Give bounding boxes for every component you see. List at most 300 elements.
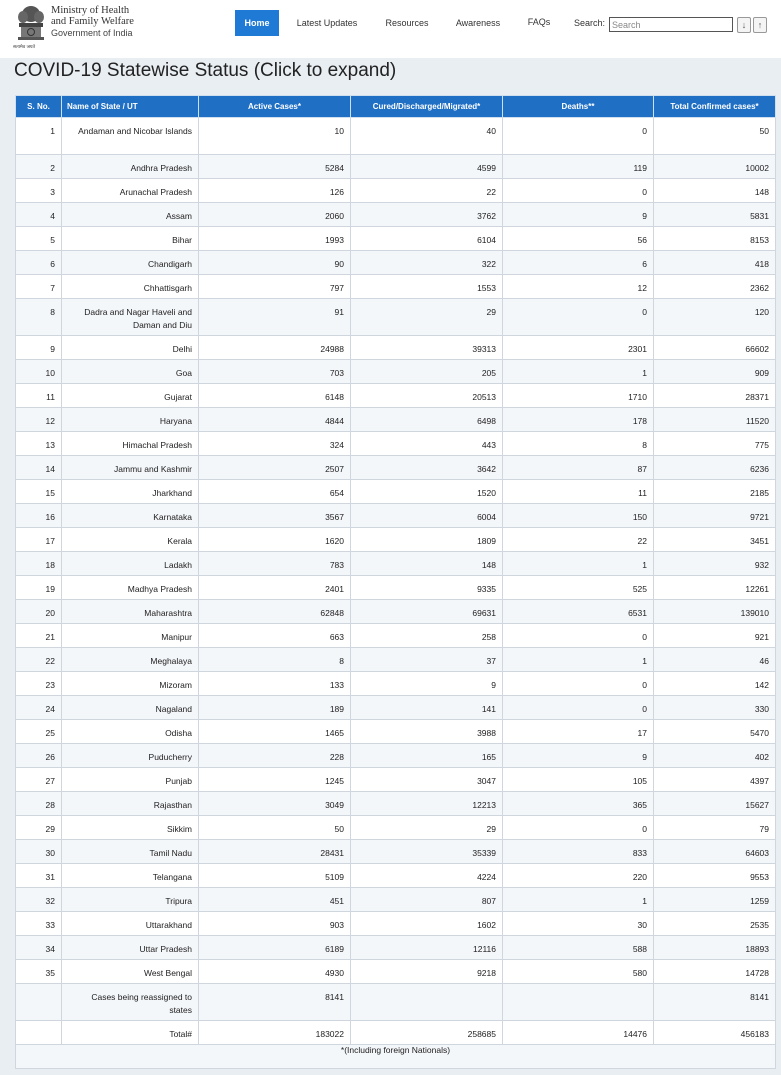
cell-sno-text: 29: [45, 824, 55, 834]
table-row[interactable]: [16, 864, 776, 888]
cell-deaths-text: 9: [642, 752, 647, 762]
cell-confirmed: [654, 275, 776, 299]
cell-active-text: 8: [339, 656, 344, 666]
cell-state: [62, 960, 199, 984]
cell-deaths-text: 0: [642, 824, 647, 834]
cell-cured-text: 37: [486, 656, 496, 666]
cell-confirmed: [654, 912, 776, 936]
cell-confirmed: [654, 768, 776, 792]
cell-sno-text: 23: [45, 680, 55, 690]
table-row[interactable]: [16, 408, 776, 432]
cell-deaths-text: 8: [642, 440, 647, 450]
cell-active-text: 50: [334, 824, 344, 834]
cell-sno: [16, 696, 62, 720]
cell-active-text: 1993: [325, 235, 344, 245]
cell-sno: [16, 888, 62, 912]
cell-confirmed: [654, 624, 776, 648]
cell-cured-text: 3047: [477, 776, 496, 786]
cell-active-text: 133: [329, 680, 344, 690]
cell-active: [199, 336, 351, 360]
cell-cured: [351, 155, 503, 179]
header-sno[interactable]: S. No.: [16, 96, 62, 118]
cell-active-text: 2060: [325, 211, 344, 221]
cell-deaths: [503, 888, 654, 912]
cell-deaths-text: 30: [637, 920, 647, 930]
cell-cured-text: 29: [486, 824, 496, 834]
cell-sno: [16, 672, 62, 696]
table-row[interactable]: [16, 744, 776, 768]
header-active[interactable]: Active Cases*: [199, 96, 351, 118]
cell-sno-text: 9: [50, 344, 55, 354]
cell-sno: [16, 864, 62, 888]
cell-state-text: Haryana: [159, 416, 192, 426]
cell-cured-text: 807: [481, 896, 496, 906]
cell-active: [199, 576, 351, 600]
cell-cured: [351, 840, 503, 864]
cell-deaths-text: 105: [632, 776, 647, 786]
cell-state-text: Uttarakhand: [145, 920, 192, 930]
cell-active-text: 6189: [325, 944, 344, 954]
cell-sno: [16, 384, 62, 408]
cell-cured: [351, 456, 503, 480]
cell-state: [62, 552, 199, 576]
cell-cured-text: 165: [481, 752, 496, 762]
cell-cured: [351, 299, 503, 336]
cell-sno: [16, 768, 62, 792]
cell-active: [199, 840, 351, 864]
cell-active-text: 903: [329, 920, 344, 930]
cell-cured: [351, 179, 503, 203]
cell-sno-text: 31: [45, 872, 55, 882]
cell-confirmed-text: 64603: [745, 848, 769, 858]
cell-sno: [16, 624, 62, 648]
cell-state-text: Goa: [175, 368, 192, 378]
cell-sno: [16, 936, 62, 960]
cell-state-text: Mizoram: [159, 680, 192, 690]
cell-sno: [16, 744, 62, 768]
brand-line-3: Government of India: [51, 28, 133, 38]
cell-sno: [16, 275, 62, 299]
cell-state: [62, 744, 199, 768]
table-row[interactable]: [16, 179, 776, 203]
cell-confirmed-text: 66602: [745, 344, 769, 354]
cell-cured: [351, 528, 503, 552]
cell-confirmed-text: 418: [754, 259, 769, 269]
cell-state-text: Meghalaya: [150, 656, 192, 666]
cell-deaths-text: 178: [632, 416, 647, 426]
cell-cured-text: 1553: [477, 283, 496, 293]
cell-state: [62, 155, 199, 179]
cell-confirmed-text: 2185: [750, 488, 769, 498]
header-confirmed[interactable]: Total Confirmed cases*: [654, 96, 776, 118]
arrow-up-icon: ↑: [757, 20, 763, 30]
cell-sno-text: 11: [46, 392, 55, 402]
cell-sno-text: 7: [50, 283, 55, 293]
table-row[interactable]: [16, 720, 776, 744]
cell-sno-text: 33: [45, 920, 55, 930]
cell-confirmed-text: 3451: [750, 536, 769, 546]
cell-state-text: Assam: [166, 211, 192, 221]
cell-active: [199, 299, 351, 336]
cell-deaths: [503, 203, 654, 227]
cell-state: [62, 600, 199, 624]
cell-deaths-text: 588: [632, 944, 647, 954]
cell-sno-text: 20: [45, 608, 55, 618]
cell-deaths: [503, 648, 654, 672]
cell-deaths: [503, 504, 654, 528]
table-row[interactable]: [16, 936, 776, 960]
cell-sno: [16, 960, 62, 984]
table-row[interactable]: [16, 576, 776, 600]
cell-confirmed: [654, 552, 776, 576]
cell-state-text: Odisha: [165, 728, 192, 738]
table-row[interactable]: [16, 299, 776, 336]
cell-active: [199, 227, 351, 251]
cell-deaths-text: [509, 984, 647, 991]
cell-deaths: [503, 251, 654, 275]
cell-confirmed-text: 12261: [745, 584, 769, 594]
table-header-row: [16, 96, 776, 118]
cell-sno: [16, 456, 62, 480]
cell-confirmed-text: 148: [754, 187, 769, 197]
cell-cured-text: 12213: [472, 800, 496, 810]
table-row[interactable]: [16, 816, 776, 840]
cell-cured: [351, 203, 503, 227]
cell-cured-text: 258685: [467, 1029, 496, 1039]
cell-deaths: [503, 179, 654, 203]
cell-confirmed-text: 46: [759, 656, 769, 666]
cell-sno: [16, 155, 62, 179]
cell-state-text: West Bengal: [143, 968, 192, 978]
site-header: [0, 0, 781, 58]
table-row[interactable]: [16, 480, 776, 504]
cell-sno: [16, 528, 62, 552]
cell-sno-text: 13: [45, 440, 55, 450]
nav-home[interactable]: Home: [235, 10, 279, 36]
table-row[interactable]: [16, 648, 776, 672]
emblem-motto: सत्यमेव जयते: [13, 45, 36, 50]
cell-active-text: 1465: [325, 728, 344, 738]
cell-state: [62, 624, 199, 648]
table-row[interactable]: [16, 456, 776, 480]
cell-confirmed-text: 9553: [750, 872, 769, 882]
cell-active: [199, 768, 351, 792]
cell-deaths: [503, 275, 654, 299]
table-footnote: *(Including foreign Nationals): [16, 1045, 776, 1069]
cell-active: [199, 696, 351, 720]
cell-active: [199, 792, 351, 816]
cell-cured: [351, 672, 503, 696]
cell-state-text: Karnataka: [153, 512, 192, 522]
cell-active: [199, 251, 351, 275]
cell-active: [199, 960, 351, 984]
cell-confirmed-text: 932: [754, 560, 769, 570]
table-row[interactable]: [16, 251, 776, 275]
table-row[interactable]: [16, 336, 776, 360]
cell-confirmed: [654, 696, 776, 720]
table-row[interactable]: [16, 275, 776, 299]
cell-sno-text: [22, 984, 55, 991]
cell-state: [62, 912, 199, 936]
cell-state: [62, 1021, 199, 1045]
table-row[interactable]: [16, 624, 776, 648]
cell-sno: [16, 432, 62, 456]
scroll-down-button[interactable]: [737, 17, 751, 33]
cell-cured-text: 3988: [477, 728, 496, 738]
cell-state-text: Tripura: [165, 896, 192, 906]
cell-active: [199, 360, 351, 384]
cell-cured-text: [357, 984, 496, 991]
cell-active: [199, 936, 351, 960]
cell-state-text: Cases being reassigned to states: [91, 992, 192, 1015]
cell-cured-text: 6004: [477, 512, 496, 522]
scroll-up-button[interactable]: [753, 17, 767, 33]
cell-active: [199, 1021, 351, 1045]
table-row[interactable]: [16, 912, 776, 936]
cell-state-text: Chhattisgarh: [143, 283, 192, 293]
cell-cured: [351, 1021, 503, 1045]
cell-active: [199, 552, 351, 576]
cell-cured: [351, 336, 503, 360]
cell-confirmed: [654, 456, 776, 480]
cell-confirmed-text: 8153: [750, 235, 769, 245]
cell-confirmed-text: 18893: [745, 944, 769, 954]
table-row[interactable]: [16, 984, 776, 1021]
cell-cured: [351, 888, 503, 912]
cell-cured: [351, 744, 503, 768]
cell-deaths: [503, 600, 654, 624]
cell-confirmed-text: 28371: [745, 392, 769, 402]
cell-state: [62, 432, 199, 456]
cell-active-text: 228: [329, 752, 344, 762]
cell-sno-text: 30: [45, 848, 55, 858]
cell-sno-text: 2: [50, 163, 55, 173]
cell-state: [62, 299, 199, 336]
page-title[interactable]: COVID-19 Statewise Status (Click to expand): [14, 60, 397, 81]
cell-state: [62, 251, 199, 275]
cell-cured-text: 39313: [472, 344, 496, 354]
table-row[interactable]: [16, 227, 776, 251]
cell-cured-text: 148: [481, 560, 496, 570]
cell-cured: [351, 864, 503, 888]
cell-active-text: 4844: [325, 416, 344, 426]
cell-active-text: 2401: [325, 584, 344, 594]
cell-sno: [16, 480, 62, 504]
header-cured[interactable]: Cured/Discharged/Migrated*: [351, 96, 503, 118]
cell-confirmed: [654, 179, 776, 203]
table-row[interactable]: [16, 768, 776, 792]
cell-sno: [16, 360, 62, 384]
table-row[interactable]: [16, 203, 776, 227]
table-row[interactable]: [16, 672, 776, 696]
cell-state: [62, 227, 199, 251]
cell-deaths: [503, 552, 654, 576]
cell-active-text: 62848: [320, 608, 344, 618]
cell-cured: [351, 504, 503, 528]
cell-active-text: 28431: [320, 848, 344, 858]
table-row[interactable]: [16, 432, 776, 456]
cell-state: [62, 984, 199, 1021]
cell-state-text: Jharkhand: [152, 488, 192, 498]
cell-confirmed-text: 5831: [750, 211, 769, 221]
cell-confirmed: [654, 576, 776, 600]
cell-state: [62, 528, 199, 552]
cell-deaths-text: 833: [632, 848, 647, 858]
cell-confirmed: [654, 600, 776, 624]
table-row[interactable]: [16, 118, 776, 155]
cell-cured: [351, 275, 503, 299]
cell-confirmed: [654, 203, 776, 227]
header-deaths[interactable]: Deaths**: [503, 96, 654, 118]
table-row[interactable]: [16, 1021, 776, 1045]
cell-confirmed-text: 10002: [745, 163, 769, 173]
cell-state-text: Madhya Pradesh: [127, 584, 192, 594]
cell-confirmed-text: 2535: [750, 920, 769, 930]
cell-confirmed: [654, 984, 776, 1021]
table-row[interactable]: [16, 360, 776, 384]
cell-sno-text: 35: [45, 968, 55, 978]
cell-deaths: [503, 408, 654, 432]
nav-latest-updates[interactable]: Latest Updates: [296, 18, 358, 28]
cell-sno-text: 24: [45, 704, 55, 714]
header-state[interactable]: Name of State / UT: [62, 96, 199, 118]
cell-sno: [16, 576, 62, 600]
cell-deaths-text: 0: [642, 126, 647, 136]
table-row[interactable]: [16, 792, 776, 816]
cell-confirmed: [654, 648, 776, 672]
cell-active: [199, 155, 351, 179]
cell-active: [199, 179, 351, 203]
cell-confirmed: [654, 888, 776, 912]
cell-confirmed: [654, 155, 776, 179]
cell-deaths-text: 6: [642, 259, 647, 269]
table-row[interactable]: [16, 696, 776, 720]
cell-deaths-text: 1: [642, 368, 647, 378]
cell-cured-text: 4224: [477, 872, 496, 882]
cell-active-text: 797: [329, 283, 344, 293]
cell-deaths: [503, 744, 654, 768]
cell-confirmed: [654, 528, 776, 552]
table-row[interactable]: [16, 840, 776, 864]
cell-sno: [16, 648, 62, 672]
cell-active-text: 2507: [325, 464, 344, 474]
cell-deaths-text: 2301: [628, 344, 647, 354]
cell-confirmed-text: 330: [754, 704, 769, 714]
cell-state-text: Nagaland: [155, 704, 192, 714]
cell-active-text: 24988: [320, 344, 344, 354]
cell-active: [199, 912, 351, 936]
cell-deaths-text: 0: [642, 307, 647, 317]
cell-confirmed-text: 139010: [740, 608, 769, 618]
table-row[interactable]: [16, 384, 776, 408]
cell-confirmed-text: 50: [759, 126, 769, 136]
cell-state-text: Rajasthan: [153, 800, 192, 810]
cell-deaths-text: 0: [642, 704, 647, 714]
cell-state-text: Manipur: [161, 632, 192, 642]
cell-state: [62, 576, 199, 600]
cell-state-text: Delhi: [172, 344, 192, 354]
cell-sno: [16, 1021, 62, 1045]
table-row[interactable]: [16, 528, 776, 552]
table-row[interactable]: [16, 888, 776, 912]
cell-deaths-text: 17: [637, 728, 647, 738]
cell-confirmed: [654, 384, 776, 408]
cell-cured-text: 1602: [477, 920, 496, 930]
cell-cured-text: 258: [481, 632, 496, 642]
nav-awareness[interactable]: Awareness: [455, 18, 501, 28]
cell-state-text: Chandigarh: [148, 259, 192, 269]
cell-deaths-text: 11: [638, 488, 647, 498]
cell-state: [62, 203, 199, 227]
lion-capital-icon: [14, 3, 48, 45]
cell-sno-text: [22, 1021, 55, 1028]
cell-cured-text: 40: [486, 126, 496, 136]
cell-sno-text: 32: [45, 896, 55, 906]
cell-cured-text: 9: [491, 680, 496, 690]
cell-state-text: Kerala: [167, 536, 192, 546]
cell-deaths: [503, 360, 654, 384]
cell-deaths: [503, 1021, 654, 1045]
cell-confirmed-text: 11520: [745, 416, 769, 426]
cell-sno-text: 14: [45, 464, 55, 474]
table-row[interactable]: [16, 552, 776, 576]
cell-cured: [351, 984, 503, 1021]
cell-cured: [351, 432, 503, 456]
table-row[interactable]: [16, 155, 776, 179]
cell-active-text: 90: [334, 259, 344, 269]
table-row[interactable]: [16, 960, 776, 984]
cell-confirmed-text: 909: [754, 368, 769, 378]
cell-cured: [351, 696, 503, 720]
cell-cured-text: 22: [486, 187, 496, 197]
cell-sno-text: 22: [45, 656, 55, 666]
cell-deaths-text: 56: [637, 235, 647, 245]
table-row[interactable]: [16, 600, 776, 624]
cell-cured-text: 20513: [472, 392, 496, 402]
cell-cured-text: 6104: [477, 235, 496, 245]
cell-sno-text: 21: [45, 632, 55, 642]
nav-resources[interactable]: Resources: [385, 18, 429, 28]
cell-confirmed: [654, 744, 776, 768]
brand-line-2: and Family Welfare: [51, 16, 134, 27]
cell-deaths: [503, 912, 654, 936]
cell-active: [199, 203, 351, 227]
cell-state-text: Bihar: [172, 235, 192, 245]
cell-deaths-text: 0: [642, 680, 647, 690]
cell-confirmed: [654, 840, 776, 864]
cell-cured-text: 35339: [472, 848, 496, 858]
cell-state: [62, 864, 199, 888]
cell-sno: [16, 984, 62, 1021]
cell-state-text: Andaman and Nicobar Islands: [78, 126, 192, 136]
nav-faqs[interactable]: FAQs: [527, 17, 551, 27]
cell-cured-text: 6498: [477, 416, 496, 426]
cell-state-text: Total#: [169, 1029, 192, 1039]
table-row[interactable]: [16, 504, 776, 528]
cell-cured: [351, 816, 503, 840]
search-input[interactable]: [609, 17, 733, 32]
cell-active: [199, 504, 351, 528]
cell-confirmed-text: 4397: [750, 776, 769, 786]
national-emblem-logo[interactable]: [14, 3, 48, 53]
cell-active: [199, 744, 351, 768]
cell-sno-text: 26: [45, 752, 55, 762]
arrow-down-icon: ↓: [741, 20, 747, 30]
cell-deaths: [503, 984, 654, 1021]
ministry-brand[interactable]: [51, 5, 134, 39]
cell-deaths: [503, 672, 654, 696]
cell-active-text: 5109: [325, 872, 344, 882]
